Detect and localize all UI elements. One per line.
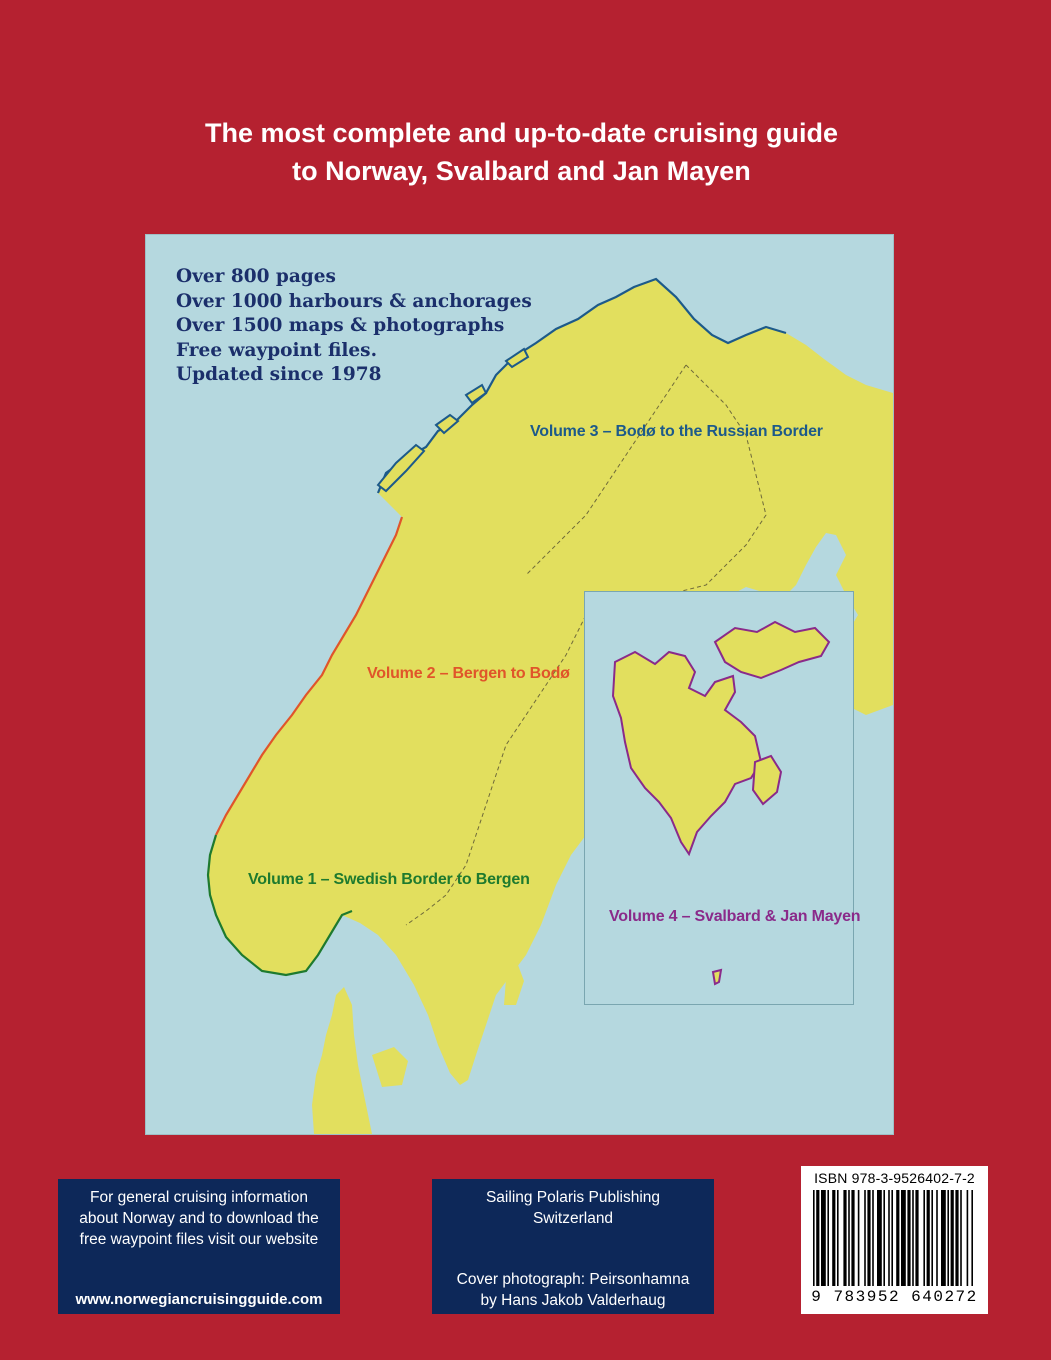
barcode-bar [947, 1190, 949, 1286]
barcode-bar [883, 1190, 885, 1286]
barcode-bar [891, 1190, 893, 1286]
barcode-bar [843, 1190, 846, 1286]
fact-updated: Updated since 1978 [176, 364, 382, 386]
scandinavia-map [146, 235, 893, 1134]
volume-4-label: Volume 4 – Svalbard & Jan Mayen [609, 908, 861, 925]
headline-line-2: to Norway, Svalbard and Jan Mayen [292, 156, 751, 186]
barcode-bar [960, 1190, 962, 1286]
publisher-country: Switzerland [532, 1210, 614, 1227]
website-info-line-3: free waypoint files visit our website [79, 1231, 319, 1248]
barcode-bar [827, 1190, 829, 1286]
barcode-bar [864, 1190, 866, 1286]
barcode-digits: 9 783952 640272 [811, 1288, 978, 1306]
photo-credit-line-1: Cover photograph: Peirsonhamna [456, 1271, 690, 1288]
barcode-bar [912, 1190, 914, 1286]
barcode-bar [923, 1190, 925, 1286]
barcode-bar [851, 1190, 854, 1286]
publisher-panel [432, 1179, 714, 1314]
barcode-bar [848, 1190, 850, 1286]
website-info-panel [58, 1179, 340, 1314]
barcode-bar [896, 1190, 899, 1286]
website-url[interactable]: www.norwegiancruisingguide.com [75, 1291, 323, 1308]
fact-maps: Over 1500 maps & photographs [176, 315, 505, 337]
svalbard-main [613, 652, 761, 854]
barcode-bar [967, 1190, 969, 1286]
feature-list [176, 265, 532, 388]
denmark-land [312, 987, 372, 1134]
website-info-line-1: For general cruising information [90, 1189, 308, 1206]
website-info-line-2: about Norway and to download the [79, 1210, 319, 1227]
barcode-box [801, 1166, 988, 1314]
publisher-name: Sailing Polaris Publishing [485, 1189, 661, 1206]
volume-2-label: Volume 2 – Bergen to Bodø [367, 665, 570, 682]
barcode-bar [971, 1190, 973, 1286]
barcode-bar [832, 1190, 835, 1286]
fact-pages: Over 800 pages [176, 266, 336, 287]
barcode-bar [816, 1190, 819, 1286]
svalbard-north [715, 622, 829, 678]
edgeoya-island [753, 756, 781, 804]
barcode-bar [858, 1190, 860, 1286]
barcode-bar [955, 1190, 958, 1286]
jan-mayen-island [713, 970, 721, 984]
fact-waypoints: Free waypoint files. [176, 339, 378, 361]
barcode-bar [936, 1190, 938, 1286]
barcode-bar [813, 1190, 815, 1286]
barcode-bar [951, 1190, 954, 1286]
barcode-bar [927, 1190, 930, 1286]
volume-1-label: Volume 1 – Swedish Border to Bergen [248, 871, 530, 888]
barcode-bar [872, 1190, 874, 1286]
barcode-bar [837, 1190, 839, 1286]
barcode-bar [888, 1190, 890, 1286]
barcode-bar [821, 1190, 826, 1286]
barcode-bar [877, 1190, 882, 1286]
barcode-bar [931, 1190, 933, 1286]
barcode-bar [915, 1190, 918, 1286]
isbn-number: ISBN 978-3-9526402-7-2 [814, 1170, 975, 1186]
barcode-bar [941, 1190, 946, 1286]
barcode-bar [867, 1190, 870, 1286]
svalbard-map [585, 592, 853, 1004]
danish-island [372, 1047, 408, 1087]
volume-3-label: Volume 3 – Bodø to the Russian Border [530, 423, 823, 440]
barcode-bar [901, 1190, 906, 1286]
svalbard-inset [584, 591, 861, 1005]
barcode-bar [907, 1190, 910, 1286]
fact-harbours: Over 1000 harbours & anchorages [176, 290, 532, 312]
photo-credit-line-2: by Hans Jakob Valderhaug [480, 1292, 666, 1309]
headline [0, 114, 1043, 190]
headline-line-1: The most complete and up-to-date cruising guide [204, 118, 839, 148]
